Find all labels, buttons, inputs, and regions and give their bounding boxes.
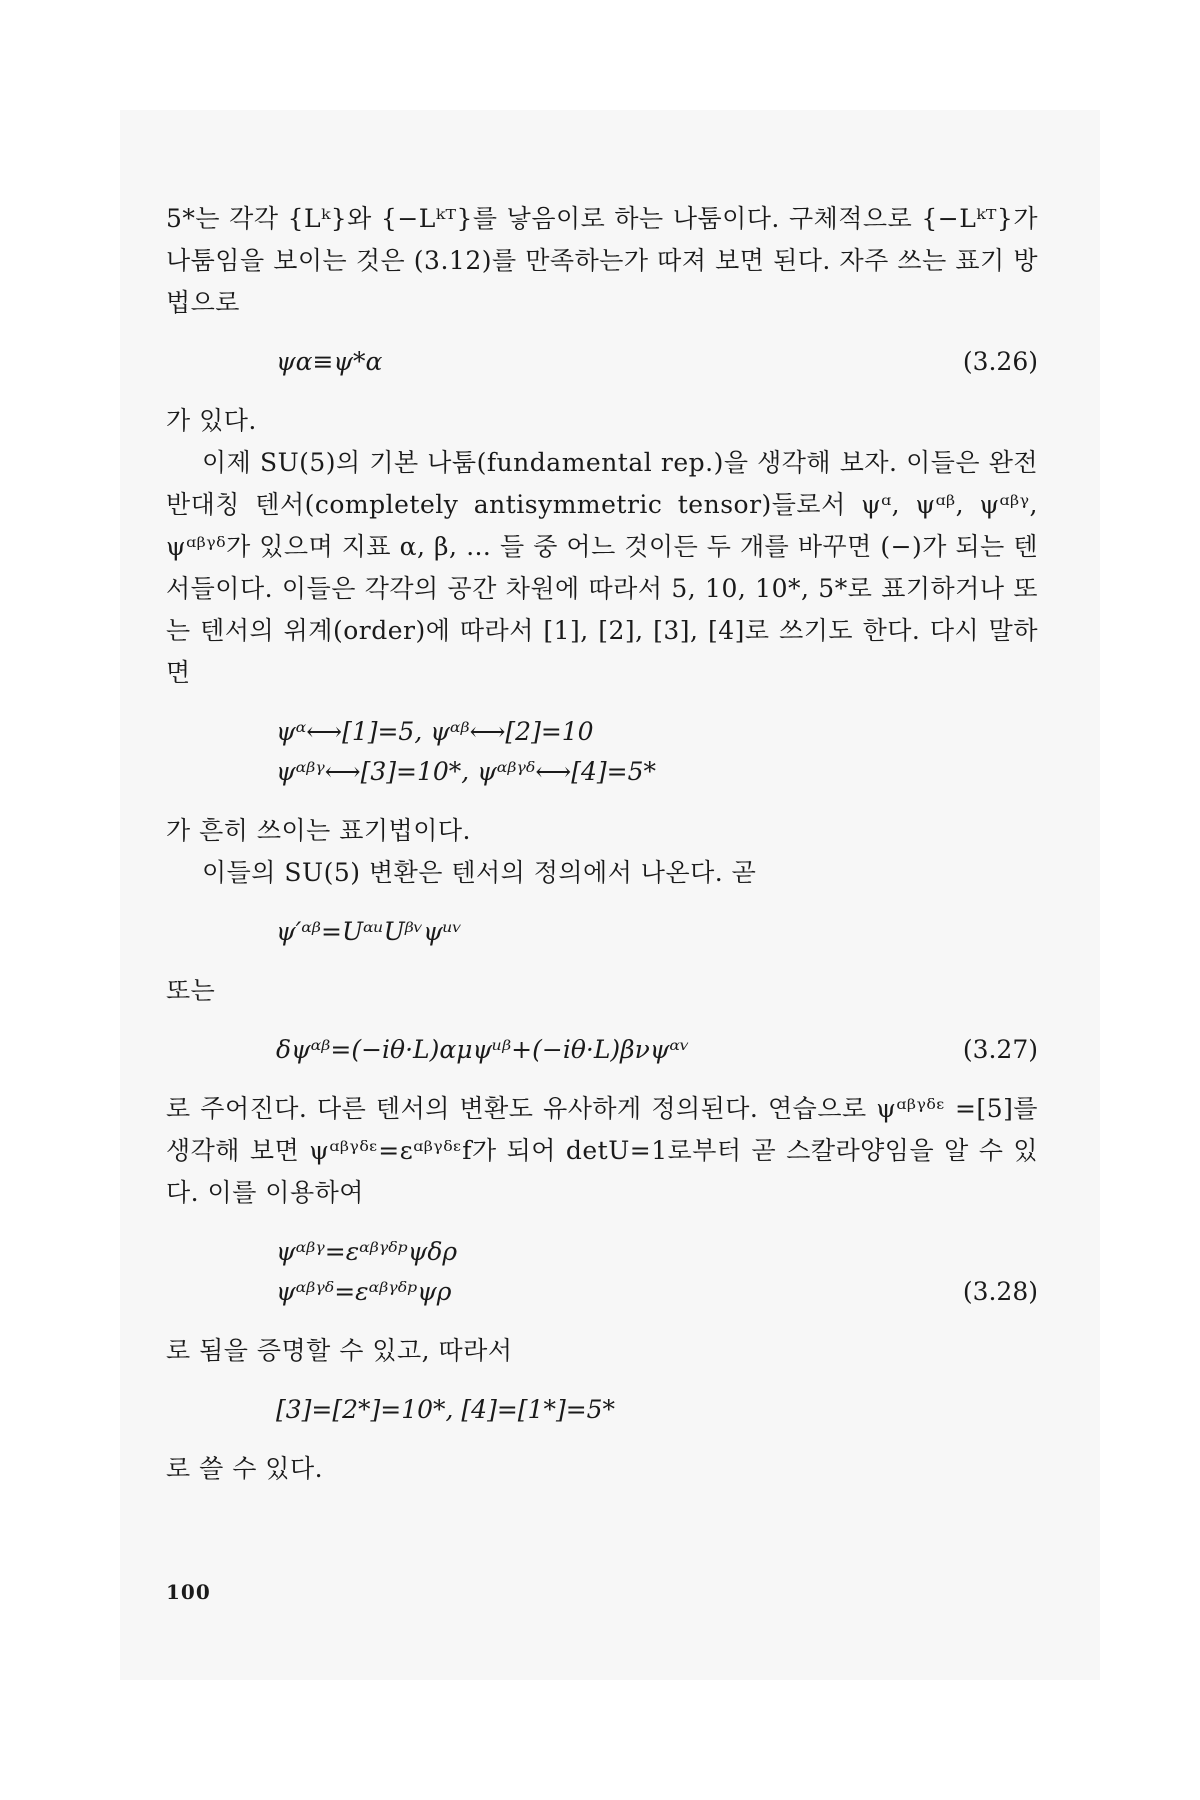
equation-text: ψα≡ψ*α xyxy=(276,347,383,376)
paragraph: 가 흔히 쓰이는 표기법이다. xyxy=(166,816,471,845)
paragraph: 로 쓸 수 있다. xyxy=(166,1454,324,1483)
equation-number: (3.26) xyxy=(962,347,1038,376)
paragraph: 이제 SU(5)의 기본 나툼(fundamental rep.)을 생각해 보자. 이들은 완전 반대칭 텐서(completely antisymmetric tensor)들로서 ψᵅ, ψᵅᵝ, ψᵅᵝᵞ, ψᵅᵝᵞᵟ가 있으며 지표 α, β, … 들 중 어느 것이든 두 개를 바꾸면 (−)가 되는 텐서들이다. 이들은 각각의 공간 차원에 따라서 5, 10, 10*, 5*로 표기하거나 또는 텐서의 위계(order)에 따라서 [1], [2], [3], [4]로 쓰기도 한다. 다시 말하면 xyxy=(166,448,1038,687)
page-number: 100 xyxy=(166,1580,211,1604)
equation-3-28a xyxy=(166,1232,1038,1272)
paragraph: 또는 xyxy=(166,976,216,1005)
equation-text: ψᵅᵝᵞᵟ=εᵅᵝᵞᵟᵖψρ xyxy=(276,1277,452,1306)
page-body xyxy=(166,198,1038,1490)
paragraph: 이들의 SU(5) 변환은 텐서의 정의에서 나온다. 곧 xyxy=(202,858,757,887)
paragraph: 로 됨을 증명할 수 있고, 따라서 xyxy=(166,1336,513,1365)
equation-text: ψ′ᵅᵝ=UᵅᵘUᵝᵛψᵘᵛ xyxy=(276,917,462,946)
equation-number: (3.27) xyxy=(962,1035,1038,1064)
equation-number: (3.28) xyxy=(962,1277,1038,1306)
equation-text: ψᵅᵝᵞ⟷[3]=10*, ψᵅᵝᵞᵟ⟷[4]=5* xyxy=(276,757,656,786)
equation-representation-2 xyxy=(166,752,1038,792)
equation-text: ψᵅ⟷[1]=5, ψᵅᵝ⟷[2]=10 xyxy=(276,717,594,746)
equation-3-27 xyxy=(166,1030,1038,1070)
paragraph: 5*는 각각 {Lᵏ}와 {−Lᵏᵀ}를 낳음이로 하는 나툼이다. 구체적으로 {−Lᵏᵀ}가 나툼임을 보이는 것은 (3.12)를 만족하는가 따져 보면 된다. 자주 쓰는 표기 방법으로 xyxy=(166,204,1038,317)
paragraph: 로 주어진다. 다른 텐서의 변환도 유사하게 정의된다. 연습으로 ψᵅᵝᵞᵟᵋ =[5]를 생각해 보면 ψᵅᵝᵞᵟᵋ=εᵅᵝᵞᵟᵋf가 되어 detU=1로부터 곧 스칼라양임을 알 수 있다. 이를 이용하여 xyxy=(166,1094,1038,1207)
equation-representation-1 xyxy=(166,712,1038,752)
paragraph: 가 있다. xyxy=(166,406,257,435)
equation-transformation xyxy=(166,912,1038,952)
equation-3-28b xyxy=(166,1272,1038,1312)
equation-final xyxy=(166,1390,1038,1430)
equation-3-26 xyxy=(166,342,1038,382)
equation-text: [3]=[2*]=10*, [4]=[1*]=5* xyxy=(276,1395,616,1424)
equation-text: ψᵅᵝᵞ=εᵅᵝᵞᵟᵖψδρ xyxy=(276,1237,458,1266)
equation-text: δψᵅᵝ=(−iθ·L)αμψᵘᵝ+(−iθ·L)βνψᵅᵛ xyxy=(276,1035,690,1064)
